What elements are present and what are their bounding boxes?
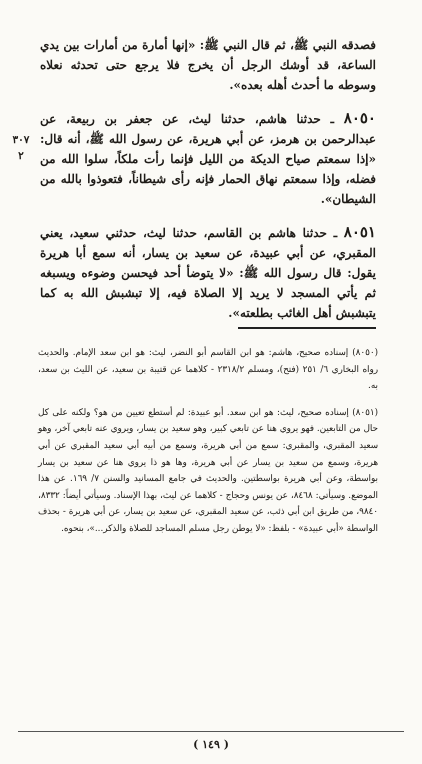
hadith-number: ٨٠٥٠ (343, 109, 376, 128)
main-text (40, 36, 376, 323)
page-bottom-rule (18, 731, 404, 732)
footnote-8050: (٨٠٥٠) إسناده صحيح، هاشم: هو ابن القاسم أبو النضر، ليث: هو ابن سعد الإمام. والحديث رواه البخاري ٦/ ٢٥١ (فتح)، ومسلم ٢٣١٨/٢ - كلاهما عن قتيبة بن سعيد، عن الليث بن سعد، به. (38, 348, 378, 392)
paragraph-hadith-end: فصدقه النبي ﷺ، ثم قال النبي ﷺ: «إنها أمارة من أمارات بين يدي الساعة، قد أوشك الرجل أن يخرج فلا يرجع حتى تحدثه نعلاه وسوطه ما أحدث أهله بعده». (40, 38, 376, 92)
paragraph-hadith-8050 (40, 109, 376, 209)
margin-part-number: ٢ (18, 150, 24, 162)
margin-volume-number: ٣٠٧ (12, 134, 30, 146)
footnote-separator (238, 327, 376, 329)
footnote-8051: (٨٠٥١) إسناده صحيح، ليث: هو ابن سعد. أبو عبيدة: لم أستطع تعيين من هو؟ ولكنه على كل حال من التابعين. فهو يروي هنا عن تابعي كبير، وهو سعيد بن يسار، ويروي عنه تابعي آخر، وهو سعيد المقبري، والمقبري: سمع من أبي هريرة، وسمع من أبيه أبي سعيد المقبري عن أبي هريرة، وسمع من سعيد بن يسار عن أبي هريرة، وها هو ذا يروي هنا عن سعيد بن يسار بواسطة، وعن أبي هريرة بواسطتين. والحديث في جامع المسانيد والسنن ٧/ ١٦٩. عن هذا الموضع. وسيأتي: ٨٤٦٨، عن يونس وحجاج - كلاهما عن ليث، بهذا الإسناد. وسيأتي أيضاً: ٨٣٣٢، ٩٨٤٠، من طريق ابن أبي ذئب، عن سعيد المقبري، عن سعيد بن يسار، عن أبي هريرة - بحذف الواسطة «أبي عبيدة» - بلفظ: «لا يوطن رجل مسلم المساجد للصلاة والذكر...»، بنحوه. (38, 407, 378, 534)
hadith-text: ـ حدثنا هاشم، حدثنا ليث، عن جعفر بن ربيعة، عن عبدالرحمن بن هرمز، عن أبي هريرة، عن رسول الله ﷺ، أنه قال: «إذا سمعتم صياح الديكة من الليل فإنما رأت ملكاً، سلوا الله من فضله، وإذا سمعتم نهاق الحمار فإنه رأى شيطاناً، فتعوذوا بالله من الشيطان». (40, 112, 376, 206)
footnotes (38, 345, 378, 538)
hadith-number: ٨٠٥١ (343, 223, 376, 242)
page-number: ( ١٤٩ ) (193, 738, 229, 751)
paragraph-hadith-8051 (40, 223, 376, 323)
hadith-text: ـ حدثنا هاشم بن القاسم، حدثنا ليث، حدثني سعيد، يعني المقبري، عن أبي عبيدة، عن سعيد بن يسار، أنه سمع أبا هريرة يقول: قال رسول الله ﷺ: «لا يتوضأ أحد فيحسن وضوءه ويسبغه ثم يأتي المسجد لا يريد إلا الصلاة فيه، إلا تبشبش الله به كما يتبشبش أهل الغائب بطلعته». (40, 226, 376, 320)
